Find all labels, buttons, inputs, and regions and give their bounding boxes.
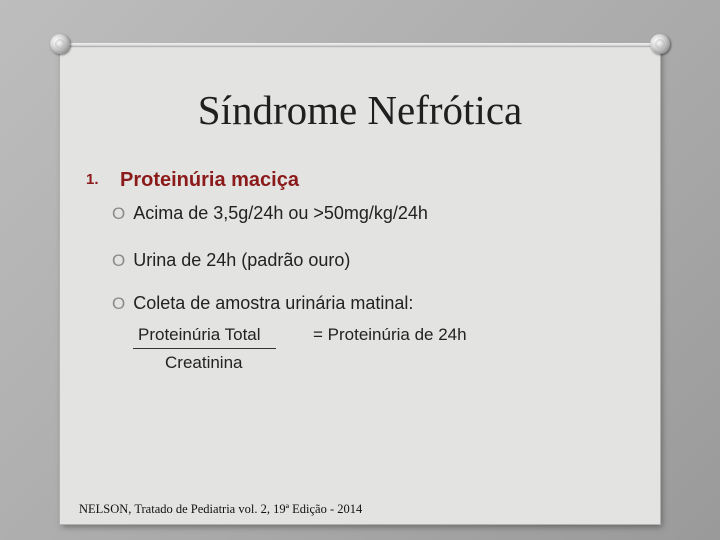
bullet-text: Acima de 3,5g/24h ou >50mg/kg/24h [133, 203, 428, 223]
bullet-marker-icon: O [112, 251, 126, 270]
fraction-result: = Proteinúria de 24h [313, 325, 467, 344]
bullet-item [112, 293, 413, 314]
fraction-denominator: Creatinina [165, 353, 243, 372]
bullet-text: Urina de 24h (padrão ouro) [133, 250, 351, 270]
list-heading: Proteinúria maciça [120, 169, 299, 191]
bullet-marker-icon: O [112, 204, 126, 223]
bullet-item [112, 250, 350, 271]
bullet-text: Coleta de amostra urinária matinal: [133, 293, 414, 313]
list-number: 1. [86, 171, 99, 188]
reference-citation: NELSON, Tratado de Pediatria vol. 2, 19ª Edição - 2014 [79, 502, 363, 516]
bullet-item [112, 203, 428, 224]
pin-icon [650, 34, 670, 54]
pin-icon [50, 34, 70, 54]
slide-title: Síndrome Nefrótica [197, 87, 523, 133]
fraction-bar [133, 348, 276, 349]
bullet-marker-icon: O [112, 294, 126, 313]
card-top-rod [60, 43, 662, 46]
fraction-numerator: Proteinúria Total [138, 325, 261, 344]
